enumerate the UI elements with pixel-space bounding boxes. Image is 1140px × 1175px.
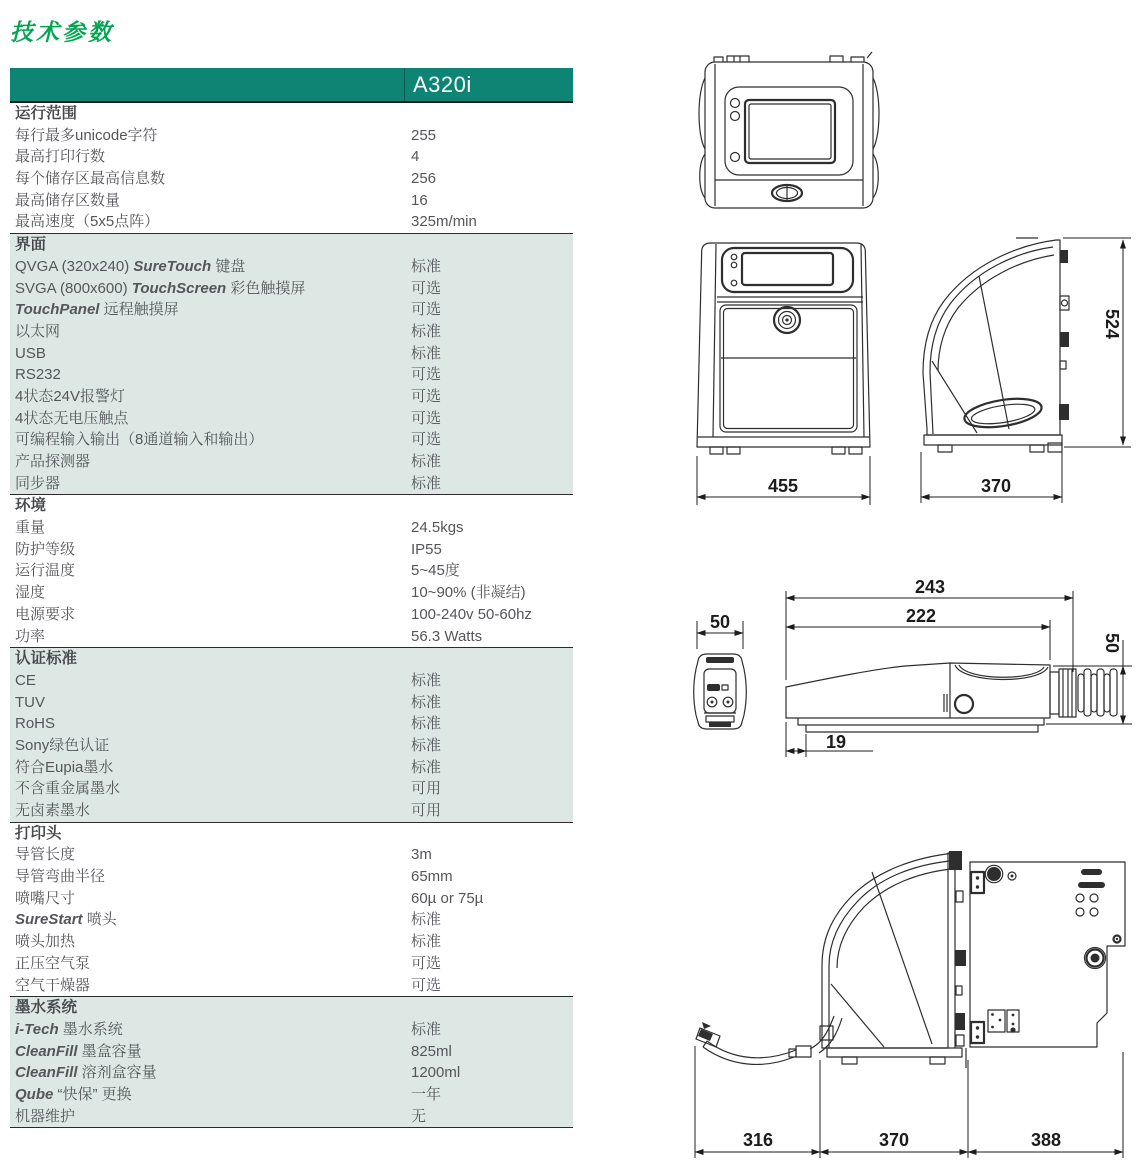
drawing-front-view: [697, 243, 870, 454]
spec-row: [10, 1062, 573, 1084]
spec-value: 4: [411, 148, 420, 166]
dim-open-conduit: 316: [742, 1130, 774, 1150]
spec-value: 可选: [411, 301, 442, 319]
spec-label: USB: [15, 344, 46, 362]
spec-label: TouchPanel 远程触摸屏: [15, 301, 179, 319]
open-view-hinge: [971, 1022, 984, 1043]
spec-value: 标准: [411, 693, 442, 711]
spec-row: [10, 604, 573, 626]
spec-value: 标准: [411, 322, 442, 340]
spec-label: 湿度: [15, 584, 46, 602]
side-view-gutter: [962, 394, 1043, 432]
spec-value: 可选: [411, 366, 442, 384]
spec-label: 4状态无电压触点: [15, 409, 129, 427]
spec-value: 3m: [411, 846, 432, 864]
spec-value: 256: [411, 170, 437, 188]
open-view-dimensions: [695, 1046, 1123, 1158]
spec-label: 喷头加热: [15, 933, 76, 951]
spec-label: CleanFill 溶剂盒容量: [15, 1064, 157, 1082]
spec-section: [10, 823, 573, 998]
spec-value: 24.5kgs: [411, 519, 464, 537]
spec-row: [10, 909, 573, 931]
drawing-side-view: [923, 238, 1069, 452]
spec-label: 空气干燥器: [15, 976, 91, 994]
section-title: 认证标准: [15, 650, 78, 668]
section-title: 环境: [15, 497, 47, 515]
spec-value: 标准: [411, 758, 442, 776]
spec-value: 1200ml: [411, 1064, 461, 1082]
spec-row: [10, 451, 573, 473]
spec-label: 不含重金属墨水: [15, 780, 121, 798]
printhead-conduit-hose: [1078, 674, 1084, 712]
spec-value: 可选: [411, 409, 442, 427]
spec-value: 标准: [411, 344, 442, 362]
spec-value: 一年: [411, 1085, 442, 1103]
spec-row: [10, 975, 573, 997]
spec-value: 16: [411, 191, 428, 209]
spec-value: 255: [411, 126, 437, 144]
spec-label: 正压空气泵: [15, 954, 91, 972]
spec-sections: [10, 103, 573, 1128]
spec-row: [10, 953, 573, 975]
spec-value: 5~45度: [411, 562, 460, 580]
front-view-screen: [742, 253, 833, 285]
dim-side-height: 524: [1102, 309, 1122, 340]
spec-value: 标准: [411, 453, 442, 470]
spec-row: [10, 517, 573, 539]
spec-row: [10, 1084, 573, 1106]
spec-row: [10, 278, 573, 300]
spec-row: [10, 560, 573, 582]
spec-label: 同步器: [15, 474, 61, 492]
drawing-top-view: [699, 52, 879, 208]
spec-row: [10, 670, 573, 692]
spec-row: [10, 539, 573, 561]
spec-label: 运行温度: [15, 562, 76, 580]
spec-section: [10, 103, 573, 234]
dim-printhead-overall: 243: [914, 577, 946, 597]
spec-value: 可选: [411, 387, 442, 405]
technical-drawings: [660, 30, 1140, 1175]
side-view-dimensions: [921, 238, 1131, 503]
spec-value: 标准: [411, 933, 442, 951]
dim-printhead-offset: 19: [825, 732, 847, 752]
spec-label: CleanFill 墨盒容量: [15, 1042, 142, 1060]
table-header: [10, 68, 573, 103]
spec-value: 标准: [411, 257, 442, 275]
spec-row: [10, 1106, 573, 1128]
spec-label: Sony绿色认证: [15, 736, 110, 754]
dim-printhead-body: 222: [905, 606, 937, 626]
dim-side-depth: 370: [980, 476, 1012, 496]
spec-row: [10, 844, 573, 866]
spec-row: [10, 408, 573, 430]
spec-value: 56.3 Watts: [411, 627, 483, 645]
spec-label: 无卤素墨水: [15, 802, 91, 819]
spec-label: 机器维护: [15, 1107, 76, 1125]
spec-row: [10, 778, 573, 800]
spec-label: SVGA (800x600) TouchScreen 彩色触摸屏: [15, 279, 306, 297]
spec-row: [10, 168, 573, 190]
page-title: 技术参数: [10, 19, 114, 45]
spec-row: [10, 692, 573, 714]
spec-row: [10, 386, 573, 408]
spec-row: [10, 364, 573, 386]
spec-row: [10, 125, 573, 147]
spec-row: [10, 888, 573, 910]
spec-value: 100-240v 50-60hz: [411, 605, 532, 623]
spec-row: [10, 1019, 573, 1041]
spec-value: 可用: [411, 802, 442, 819]
spec-row: [10, 626, 573, 648]
spec-section: [10, 648, 573, 823]
spec-value: IP55: [411, 540, 442, 558]
spec-row: [10, 866, 573, 888]
dim-printhead-height: 50: [1102, 633, 1122, 654]
section-title: 运行范围: [15, 105, 78, 122]
spec-label: 产品探测器: [15, 453, 91, 470]
spec-value: 65mm: [411, 868, 453, 886]
spec-label: 电源要求: [15, 605, 76, 623]
spec-label: 以太网: [15, 322, 61, 340]
spec-row: [10, 800, 573, 822]
spec-table: [10, 68, 573, 1128]
spec-value: 825ml: [411, 1042, 452, 1060]
printhead-end-dimension: [697, 612, 743, 649]
top-view-button: [731, 99, 740, 108]
top-view-button: [731, 153, 740, 162]
spec-value: 标准: [411, 715, 442, 733]
spec-label: RoHS: [15, 715, 56, 733]
spec-value: 可选: [411, 976, 442, 994]
spec-value: 可选: [411, 954, 442, 972]
spec-label: Qube “快保” 更换: [15, 1085, 132, 1103]
spec-label: 4状态24V报警灯: [15, 387, 126, 405]
spec-section: [10, 234, 573, 495]
dim-front-width: 455: [767, 476, 799, 496]
dim-open-door: 388: [1030, 1130, 1062, 1150]
drawing-printhead-end-view: [694, 654, 747, 729]
spec-label: 每行最多unicode字符: [15, 126, 158, 144]
spec-label: SureStart 喷头: [15, 911, 117, 929]
front-view-dimension: [697, 456, 870, 505]
drawing-printhead-side-view: [786, 663, 1117, 732]
spec-label: RS232: [15, 366, 61, 384]
drawing-open-view: [696, 851, 1125, 1068]
printhead-side-dimensions: [786, 577, 1132, 757]
spec-row: [10, 931, 573, 953]
spec-row: [10, 1041, 573, 1063]
spec-value: 可用: [411, 780, 442, 798]
spec-row: [10, 713, 573, 735]
spec-label: 导管弯曲半径: [15, 868, 106, 886]
spec-label: 最高打印行数: [15, 148, 106, 166]
spec-section: [10, 997, 573, 1128]
spec-value: 可选: [411, 431, 442, 449]
spec-value: 标准: [411, 671, 442, 689]
spec-label: 重量: [15, 519, 46, 537]
spec-label: 功率: [15, 627, 46, 645]
spec-label: 导管长度: [15, 846, 76, 864]
spec-label: 防护等级: [15, 540, 76, 558]
model-name: A320i: [413, 72, 472, 97]
spec-label: 喷嘴尺寸: [15, 889, 76, 907]
spec-row: [10, 582, 573, 604]
spec-row: [10, 757, 573, 779]
spec-row: [10, 190, 573, 212]
spec-row: [10, 299, 573, 321]
spec-row: [10, 429, 573, 451]
spec-label: 可编程输入输出（8通道输入和输出）: [15, 431, 264, 449]
spec-row: [10, 146, 573, 168]
spec-label: QVGA (320x240) SureTouch 键盘: [15, 257, 246, 275]
section-title: 界面: [15, 236, 47, 254]
spec-label: i-Tech 墨水系统: [15, 1020, 123, 1038]
section-title: 打印头: [15, 824, 62, 842]
spec-row: [10, 343, 573, 365]
spec-label: 最高速度（5x5点阵）: [15, 213, 160, 231]
spec-label: 最高储存区数量: [15, 191, 121, 209]
dim-printhead-width: 50: [709, 612, 731, 632]
dim-open-body: 370: [878, 1130, 910, 1150]
spec-value: 标准: [411, 736, 442, 754]
spec-row: [10, 473, 573, 495]
spec-value: 标准: [411, 474, 442, 492]
open-view-hinge: [971, 872, 984, 893]
spec-value: 325m/min: [411, 213, 477, 231]
spec-label: 符合Eupia墨水: [15, 758, 114, 776]
spec-label: TUV: [15, 693, 45, 711]
section-title: 墨水系统: [15, 999, 78, 1017]
spec-value: 可选: [411, 279, 442, 297]
spec-value: 标准: [411, 1020, 442, 1038]
spec-label: 每个储存区最高信息数: [15, 170, 166, 188]
spec-value: 无: [411, 1107, 427, 1125]
spec-label: CE: [15, 671, 36, 689]
spec-value: 60µ or 75µ: [411, 889, 484, 907]
top-view-button: [731, 112, 740, 121]
spec-section: [10, 495, 573, 648]
spec-row: [10, 211, 573, 233]
spec-row: [10, 735, 573, 757]
spec-value: 10~90% (非凝结): [411, 584, 526, 602]
top-view-screen: [745, 100, 835, 163]
spec-value: 标准: [411, 911, 442, 929]
spec-row: [10, 321, 573, 343]
spec-row: [10, 256, 573, 278]
